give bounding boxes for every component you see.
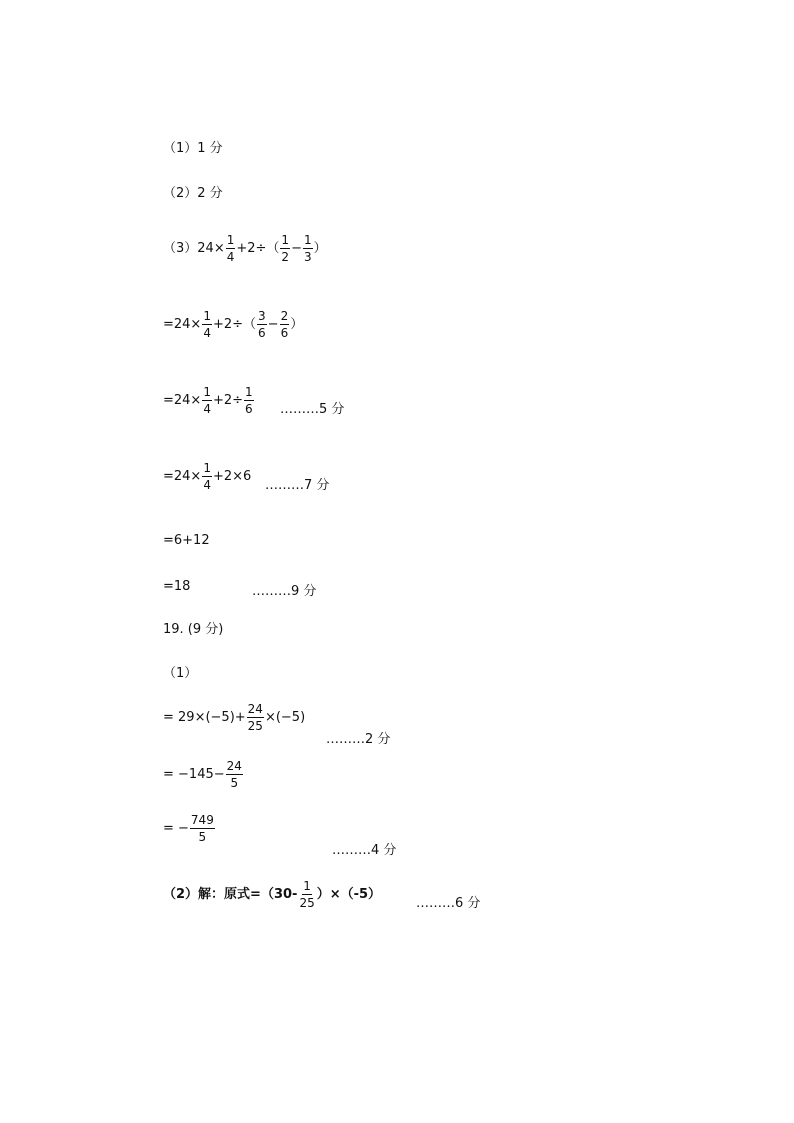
line-part3-expression: （3）24× $\frac{1}{4}$ +2÷（ $\frac{1}{2}$ − $\frac{1}{3}$ ） <box>163 233 327 264</box>
fraction: $\frac{1}{2}$ <box>281 233 290 264</box>
fraction: $\frac{1}{4}$ <box>226 233 235 264</box>
fraction: $\frac{1}{4}$ <box>203 309 211 340</box>
line-q19-part2: （2）解：原式=（30- $\frac{1}{25}$ ）×（-5） <box>163 879 382 910</box>
fraction: $\frac{3}{6}$ <box>258 309 266 340</box>
score-marker: ………5 分 <box>280 402 345 417</box>
line-step-2: =24× $\frac{1}{4}$ +2÷ $\frac{1}{6}$ <box>163 385 253 416</box>
fraction: $\frac{2}{6}$ <box>280 309 289 340</box>
line-q19-part1: （1） <box>163 666 198 681</box>
question-19-heading: 19. (9 分) <box>163 622 224 637</box>
line-q19-step-2: = −145− $\frac{24}{5}$ <box>163 759 242 790</box>
line-step-1: =24× $\frac{1}{4}$ +2÷（ $\frac{3}{6}$ − $\frac{2}{6}$ ） <box>163 309 304 340</box>
fraction: $\frac{1}{4}$ <box>203 461 211 492</box>
score-marker: ………4 分 <box>332 843 397 858</box>
fraction: $\frac{24}{25}$ <box>247 702 263 733</box>
line-q19-step-3: = − $\frac{749}{5}$ <box>163 813 214 844</box>
score-marker: ………6 分 <box>416 896 481 911</box>
score-marker: ………7 分 <box>265 478 330 493</box>
line-step-4: =6+12 <box>163 533 210 548</box>
line-part1-score: （1）1 分 <box>163 141 223 156</box>
fraction: $\frac{1}{4}$ <box>203 385 211 416</box>
score-marker: ………9 分 <box>252 584 317 599</box>
fraction: $\frac{1}{25}$ <box>299 879 315 910</box>
fraction: $\frac{1}{6}$ <box>245 385 253 416</box>
line-part2-score: （2）2 分 <box>163 186 223 201</box>
line-step-3: =24× $\frac{1}{4}$ +2×6 <box>163 461 252 492</box>
fraction: $\frac{24}{5}$ <box>226 759 242 790</box>
fraction: $\frac{749}{5}$ <box>190 813 214 844</box>
fraction: $\frac{1}{3}$ <box>303 233 312 264</box>
score-marker: ………2 分 <box>326 732 391 747</box>
line-result: =18 <box>163 579 191 594</box>
line-q19-step-1: = 29×(−5)+ $\frac{24}{25}$ ×(−5) <box>163 702 306 733</box>
